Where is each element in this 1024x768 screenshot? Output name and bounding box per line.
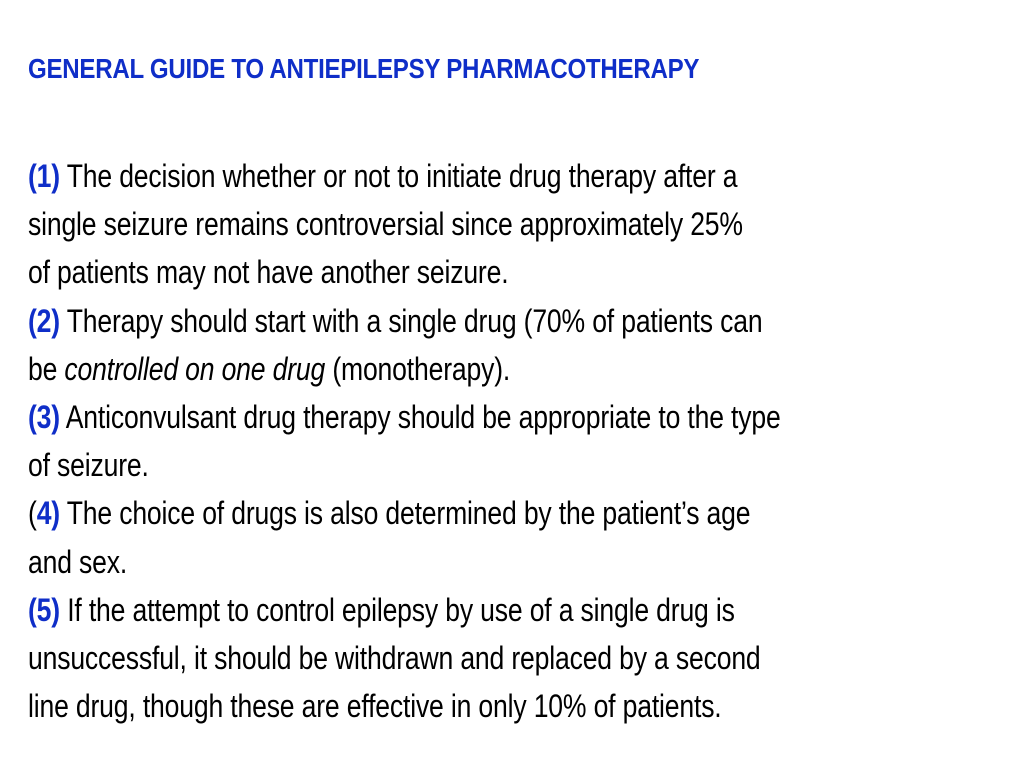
point-1-line-3 (28, 248, 958, 296)
point-2-line-2 (28, 345, 958, 393)
point-1-number: (1) (28, 158, 60, 194)
point-1-line-1 (28, 152, 958, 200)
point-3-line-1 (28, 393, 958, 441)
point-5-line-3 (28, 682, 958, 730)
point-2-text-1: Therapy should start with a single drug (70% of patients can (66, 302, 763, 339)
point-4-open-paren: ( (28, 495, 37, 532)
slide-body (28, 152, 958, 730)
point-1-text-3: of patients may not have another seizure. (28, 254, 509, 291)
point-2-text-prefix: be (28, 350, 65, 387)
point-3-text-1: Anticonvulsant drug therapy should be appropriate to the type (65, 399, 781, 436)
point-5-text-2: unsuccessful, it should be withdrawn and replaced by a second (28, 640, 761, 677)
point-4-line-2 (28, 538, 958, 586)
point-1-line-2 (28, 200, 958, 248)
point-3-text-2: of seizure. (28, 447, 149, 484)
point-5-number: (5) (28, 591, 60, 628)
point-4-number: 4) (36, 495, 60, 532)
point-2-line-1 (28, 297, 958, 345)
point-1-text-1: The decision whether or not to initiate drug therapy after a (66, 158, 738, 194)
point-3-number: (3) (28, 399, 60, 436)
point-2-italic-text: controlled on one drug (64, 350, 326, 387)
point-5-line-1 (28, 586, 958, 634)
slide-title: GENERAL GUIDE TO ANTIEPILEPSY PHARMACOTHERAPY (28, 53, 700, 84)
point-3-line-2 (28, 441, 958, 489)
point-4-text-1: The choice of drugs is also determined by the patient’s age (66, 495, 751, 532)
point-5-text-1: If the attempt to control epilepsy by use of a single drug is (67, 591, 735, 628)
point-1-text-2: single seizure remains controversial since approximately 25% (28, 206, 743, 243)
point-5-line-2 (28, 634, 958, 682)
point-2-number: (2) (28, 302, 60, 339)
point-5-text-3: line drug, though these are effective in only 10% of patients. (28, 688, 722, 725)
point-4-line-1 (28, 489, 958, 537)
point-2-text-suffix: (monotherapy). (325, 350, 511, 387)
point-4-text-2: and sex. (28, 543, 128, 580)
